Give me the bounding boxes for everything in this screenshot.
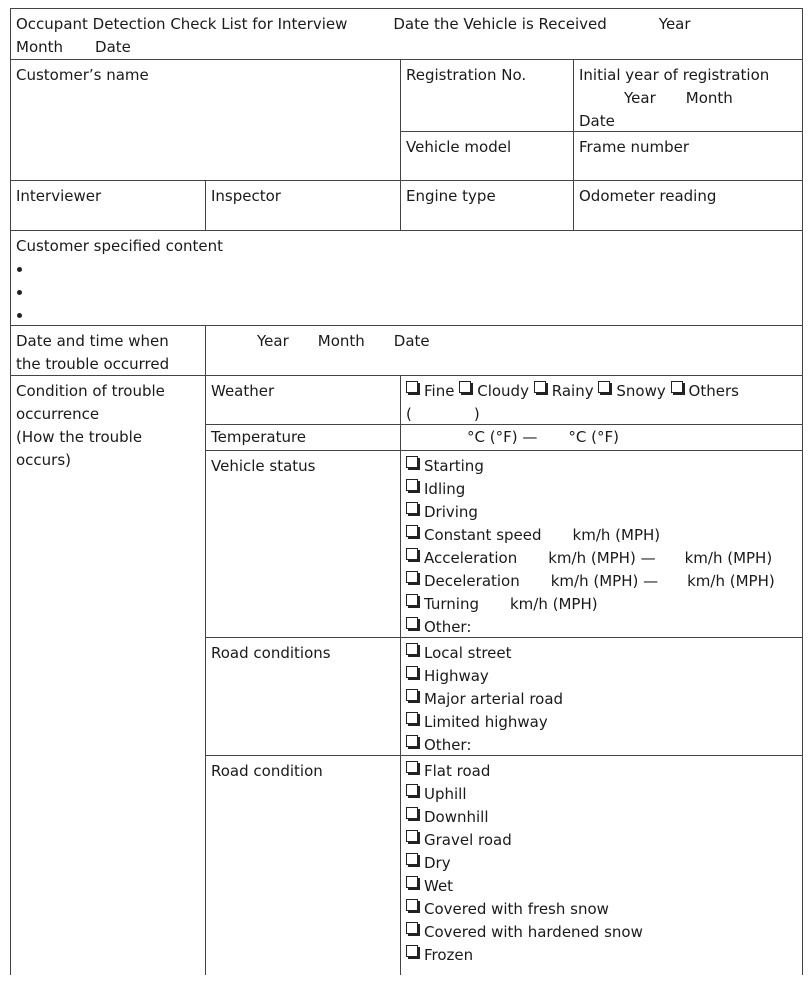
- weather-fine-option[interactable]: Fine: [406, 382, 454, 400]
- checkbox-icon[interactable]: [406, 922, 418, 934]
- checkbox-icon[interactable]: [534, 381, 546, 393]
- checkbox-icon[interactable]: [406, 571, 418, 583]
- surface-flat-road-option[interactable]: Flat road: [406, 760, 797, 783]
- initial-day-label: Date: [579, 112, 615, 130]
- checkbox-icon[interactable]: [406, 594, 418, 606]
- road-local-street-option[interactable]: Local street: [406, 642, 797, 665]
- initial-registration-label: Initial year of registration: [579, 66, 770, 84]
- road-highway-option[interactable]: Highway: [406, 665, 797, 688]
- checkbox-icon[interactable]: [406, 381, 418, 393]
- received-date-label: Date the Vehicle is Received: [393, 15, 607, 33]
- vehicle-status-options-cell: [401, 451, 803, 638]
- vehicle-model-cell[interactable]: [401, 132, 574, 181]
- road-condition-options-cell: [401, 756, 803, 975]
- bullet-icon: [17, 267, 22, 272]
- checkbox-icon[interactable]: [406, 830, 418, 842]
- checkbox-icon[interactable]: [406, 899, 418, 911]
- road-major-arterial-option[interactable]: Major arterial road: [406, 688, 797, 711]
- odometer-label: Odometer reading: [579, 187, 717, 205]
- frame-number-label: Frame number: [579, 138, 690, 156]
- temperature-to-unit: °C (°F): [568, 428, 619, 446]
- checkbox-icon[interactable]: [406, 712, 418, 724]
- vehicle-status-acceleration-option[interactable]: Acceleration km/h (MPH) — km/h (MPH): [406, 547, 797, 570]
- surface-uphill-option[interactable]: Uphill: [406, 783, 797, 806]
- checkbox-icon[interactable]: [406, 945, 418, 957]
- checkbox-icon[interactable]: [406, 479, 418, 491]
- checkbox-icon[interactable]: [406, 666, 418, 678]
- road-other-option[interactable]: Other:: [406, 734, 797, 756]
- frame-number-cell[interactable]: [574, 132, 803, 181]
- initial-month-label: Month: [685, 89, 733, 107]
- received-year-label: Year: [658, 15, 691, 33]
- condition-label-cell: Condition of trouble occurrence (How the trouble occurs): [11, 376, 206, 975]
- inspector-label: Inspector: [211, 187, 281, 205]
- surface-frozen-option[interactable]: Frozen: [406, 944, 797, 967]
- bullet-icon: [17, 290, 22, 295]
- initial-year-label: Year: [624, 89, 656, 107]
- odometer-cell[interactable]: [574, 181, 803, 231]
- surface-wet-option[interactable]: Wet: [406, 875, 797, 898]
- form-title: Occupant Detection Check List for Interview: [16, 15, 348, 33]
- registration-no-cell[interactable]: [401, 60, 574, 132]
- vehicle-status-starting-option[interactable]: Starting: [406, 455, 797, 478]
- vehicle-status-deceleration-option[interactable]: Deceleration km/h (MPH) — km/h (MPH): [406, 570, 797, 593]
- road-condition-label-cell: Road condition: [206, 756, 401, 975]
- checkbox-icon[interactable]: [406, 689, 418, 701]
- checkbox-icon[interactable]: [406, 643, 418, 655]
- vehicle-status-label-cell: Vehicle status: [206, 451, 401, 638]
- checkbox-icon[interactable]: [406, 456, 418, 468]
- checkbox-icon[interactable]: [406, 617, 418, 629]
- temperature-from-unit: °C (°F) —: [467, 428, 538, 446]
- vehicle-status-idling-option[interactable]: Idling: [406, 478, 797, 501]
- vehicle-status-other-option[interactable]: Other:: [406, 616, 797, 638]
- vehicle-status-driving-option[interactable]: Driving: [406, 501, 797, 524]
- checkbox-icon[interactable]: [406, 784, 418, 796]
- checkbox-icon[interactable]: [671, 381, 683, 393]
- bullet-icon: [17, 313, 22, 318]
- vehicle-status-turning-option[interactable]: Turning km/h (MPH): [406, 593, 797, 616]
- customer-name-cell[interactable]: [11, 60, 401, 181]
- customer-content-cell[interactable]: [11, 231, 803, 326]
- customer-name-label: Customer’s name: [16, 66, 149, 84]
- checkbox-icon[interactable]: [406, 548, 418, 560]
- temperature-range-cell[interactable]: [401, 425, 803, 451]
- weather-label-cell: Weather: [206, 376, 401, 425]
- trouble-month-label: Month: [317, 332, 365, 350]
- checkbox-icon[interactable]: [459, 381, 471, 393]
- initial-registration-cell[interactable]: [574, 60, 803, 132]
- weather-options-cell: [401, 376, 803, 425]
- received-day-label: Date: [95, 38, 131, 56]
- surface-dry-option[interactable]: Dry: [406, 852, 797, 875]
- trouble-date-cell[interactable]: [206, 326, 803, 376]
- weather-snowy-option[interactable]: Snowy: [598, 382, 665, 400]
- road-conditions-options-cell: [401, 638, 803, 756]
- checkbox-icon[interactable]: [406, 761, 418, 773]
- checkbox-icon[interactable]: [406, 525, 418, 537]
- checkbox-icon[interactable]: [406, 807, 418, 819]
- road-conditions-label-cell: Road conditions: [206, 638, 401, 756]
- checkbox-icon[interactable]: [406, 876, 418, 888]
- engine-type-cell[interactable]: [401, 181, 574, 231]
- temperature-label-cell: Temperature: [206, 425, 401, 451]
- road-limited-highway-option[interactable]: Limited highway: [406, 711, 797, 734]
- surface-downhill-option[interactable]: Downhill: [406, 806, 797, 829]
- checkbox-icon[interactable]: [406, 853, 418, 865]
- header-row: [11, 9, 803, 60]
- weather-rainy-option[interactable]: Rainy: [534, 382, 594, 400]
- vehicle-status-constant-speed-option[interactable]: Constant speed km/h (MPH): [406, 524, 797, 547]
- inspector-cell[interactable]: [206, 181, 401, 231]
- trouble-date-label-cell: Date and time when the trouble occurred: [11, 326, 206, 376]
- weather-others-option[interactable]: Others: [671, 382, 739, 400]
- interviewer-cell[interactable]: [11, 181, 206, 231]
- checkbox-icon[interactable]: [406, 502, 418, 514]
- interview-check-list-form: [10, 8, 803, 975]
- registration-no-label: Registration No.: [406, 66, 527, 84]
- trouble-year-label: Year: [257, 332, 289, 350]
- trouble-day-label: Date: [393, 332, 430, 350]
- checkbox-icon[interactable]: [598, 381, 610, 393]
- checkbox-icon[interactable]: [406, 735, 418, 747]
- weather-others-field[interactable]: ( ): [406, 405, 480, 423]
- weather-cloudy-option[interactable]: Cloudy: [459, 382, 529, 400]
- surface-gravel-road-option[interactable]: Gravel road: [406, 829, 797, 852]
- customer-content-label: Customer specified content: [16, 237, 224, 255]
- received-month-label: Month: [16, 38, 64, 56]
- surface-hardened-snow-option[interactable]: Covered with hardened snow: [406, 921, 797, 944]
- vehicle-model-label: Vehicle model: [406, 138, 512, 156]
- engine-type-label: Engine type: [406, 187, 496, 205]
- surface-fresh-snow-option[interactable]: Covered with fresh snow: [406, 898, 797, 921]
- interviewer-label: Interviewer: [16, 187, 102, 205]
